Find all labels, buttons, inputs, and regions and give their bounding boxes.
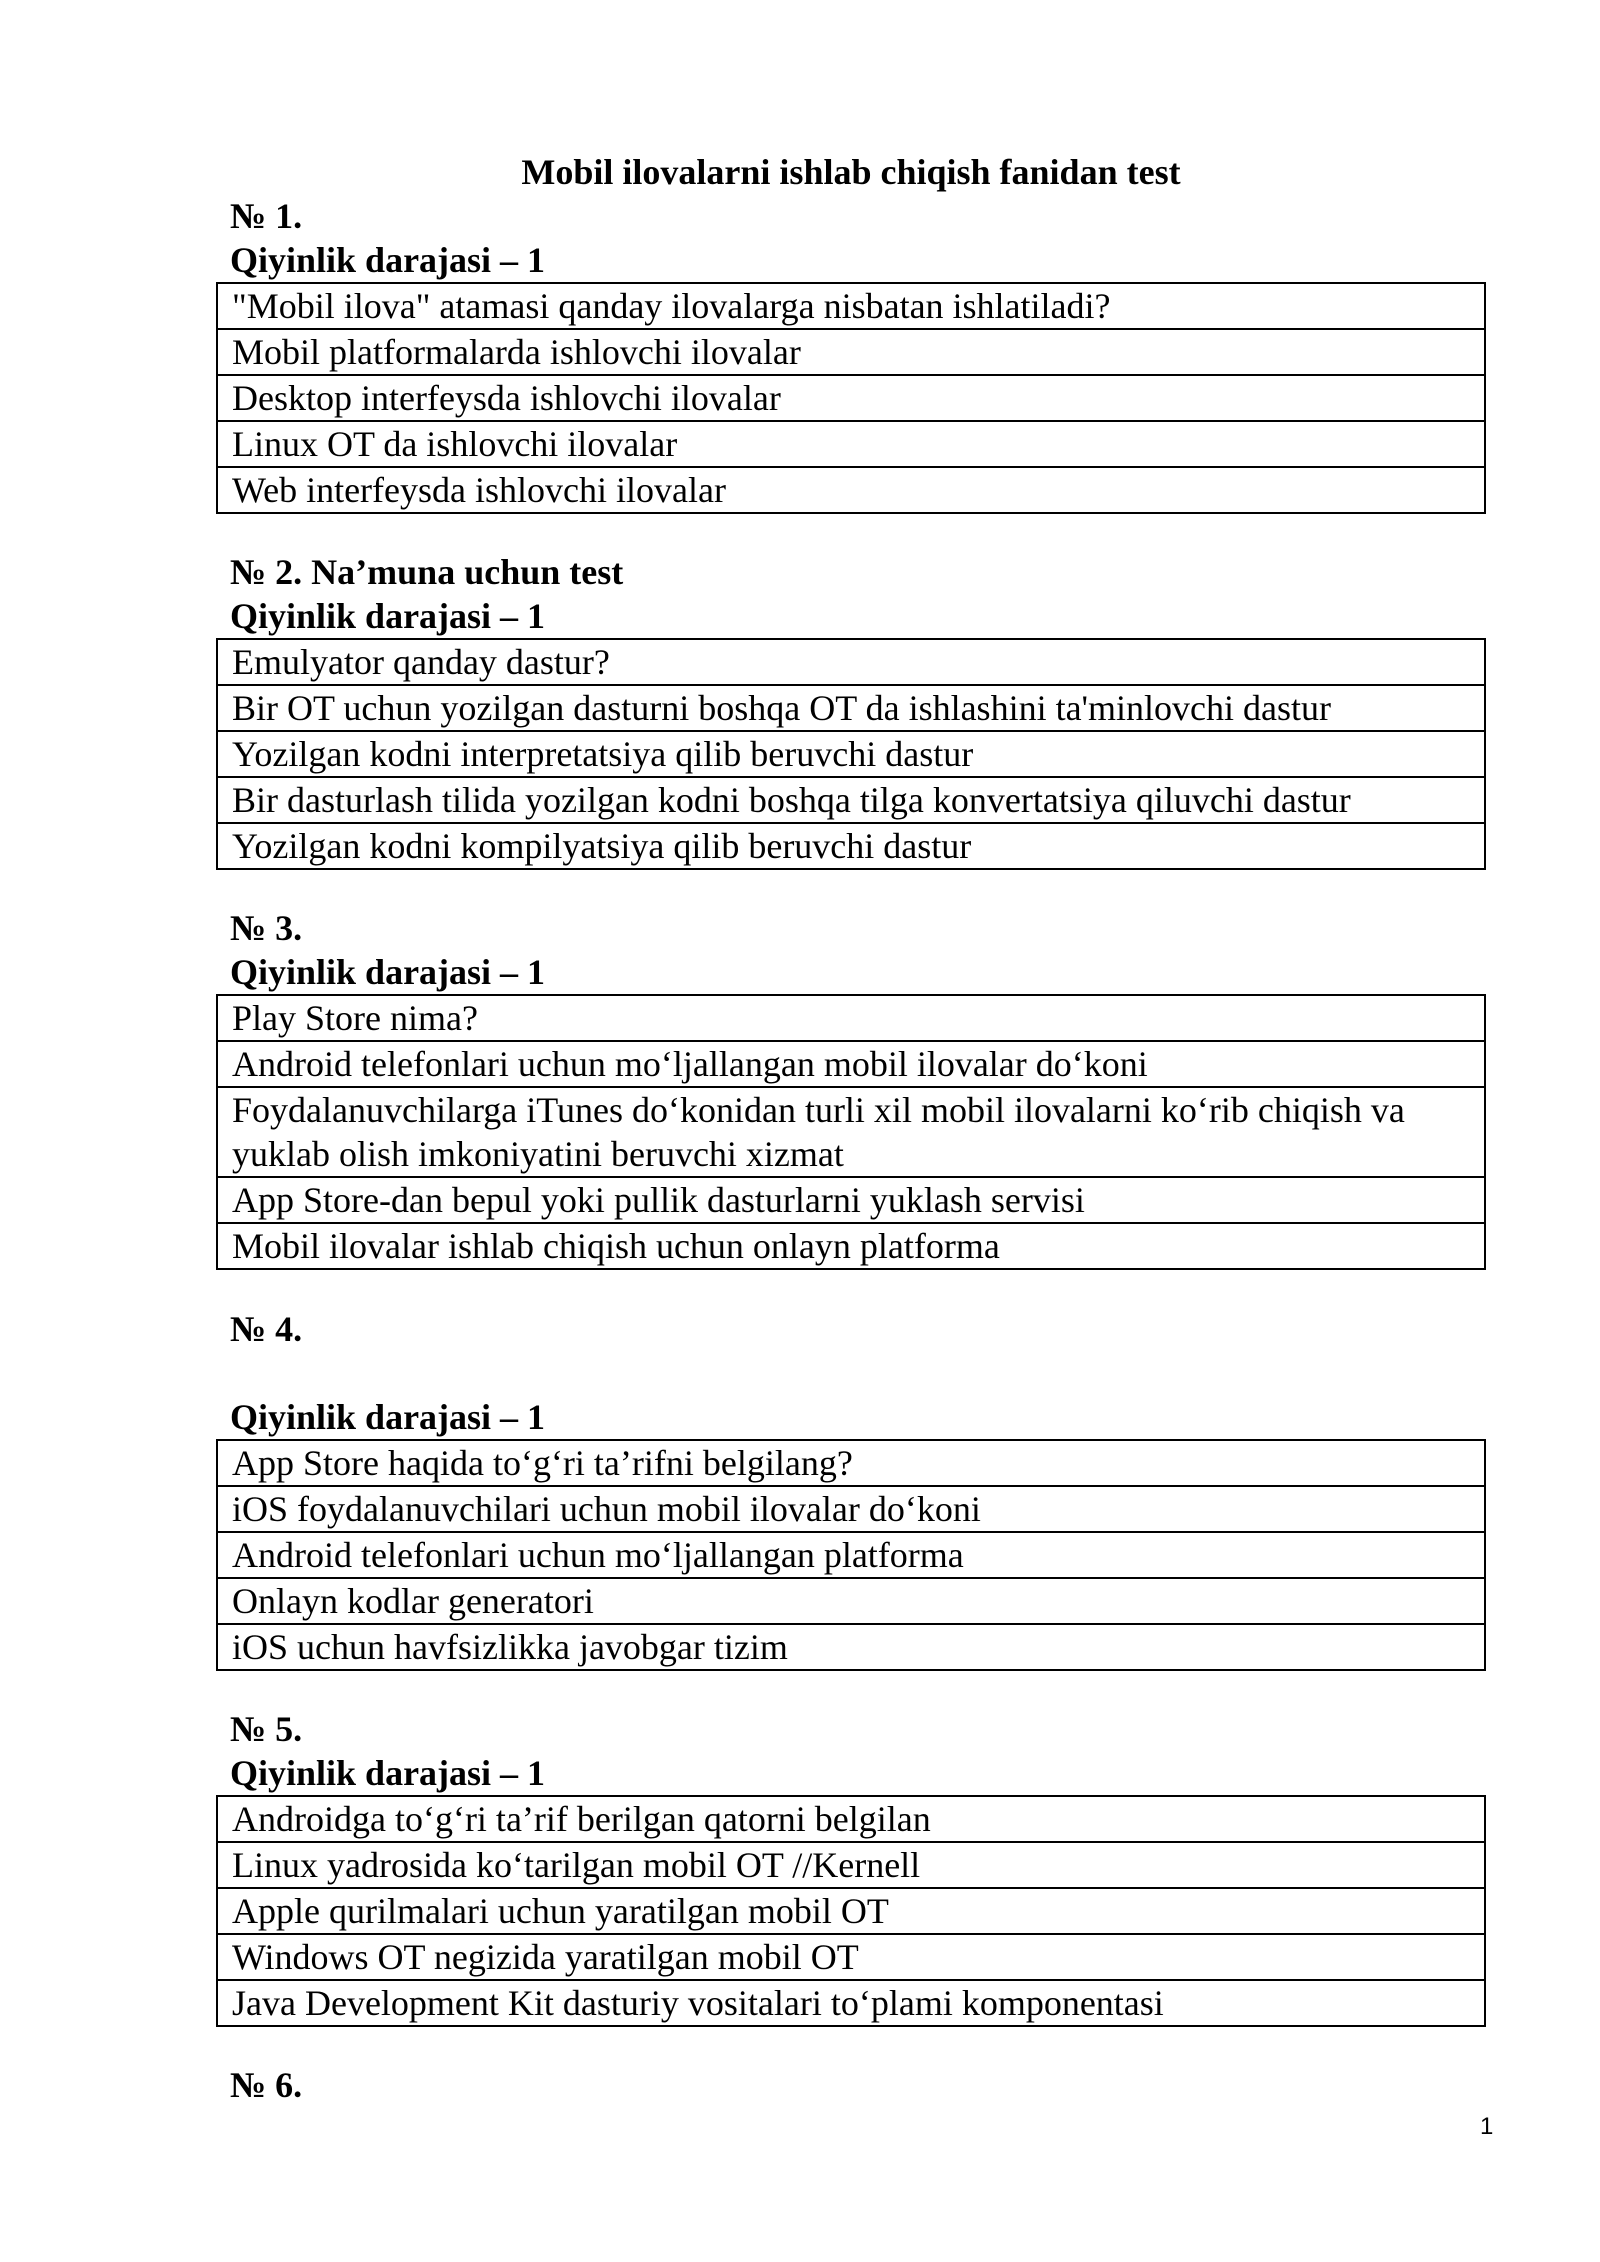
option-text: Android telefonlari uchun mo‘ljallangan platforma <box>217 1532 1485 1578</box>
option-text: Yozilgan kodni kompilyatsiya qilib beruvchi dastur <box>217 823 1485 869</box>
question-number: № 2. Na’muna uchun test <box>230 552 624 592</box>
option-text: Linux OT da ishlovchi ilovalar <box>217 421 1485 467</box>
option-row <box>217 1578 1485 1624</box>
option-text: Android telefonlari uchun mo‘ljallangan mobil ilovalar do‘koni <box>217 1041 1485 1087</box>
question-row <box>217 995 1485 1041</box>
option-row <box>217 685 1485 731</box>
option-row <box>217 375 1485 421</box>
question-text: Androidga to‘g‘ri ta’rif berilgan qatorni belgilan <box>217 1796 1485 1842</box>
question-table <box>216 638 1486 870</box>
option-text: Mobil platformalarda ishlovchi ilovalar <box>217 329 1485 375</box>
option-row <box>217 1177 1485 1223</box>
question-table <box>216 282 1486 514</box>
option-text: Foydalanuvchilarga iTunes do‘konidan turli xil mobil ilovalarni ko‘rib chiqish va yuklab olish imkoniyatini beruvchi xizmat <box>217 1087 1485 1177</box>
difficulty-level: Qiyinlik darajasi – 1 <box>230 1753 546 1793</box>
question-text: Play Store nima? <box>217 995 1485 1041</box>
option-row <box>217 823 1485 869</box>
question-row <box>217 1440 1485 1486</box>
question-number: № 6. <box>230 2065 303 2105</box>
option-text: Bir dasturlash tilida yozilgan kodni boshqa tilga konvertatsiya qiluvchi dastur <box>217 777 1485 823</box>
question-table <box>216 1439 1486 1671</box>
option-row <box>217 421 1485 467</box>
question-block-3 <box>216 906 1486 1270</box>
difficulty-level: Qiyinlik darajasi – 1 <box>230 596 546 636</box>
option-row <box>217 1041 1485 1087</box>
option-row <box>217 1486 1485 1532</box>
option-row <box>217 1624 1485 1670</box>
question-table <box>216 1795 1486 2027</box>
option-text: Desktop interfeysda ishlovchi ilovalar <box>217 375 1485 421</box>
question-text: Emulyator qanday dastur? <box>217 639 1485 685</box>
option-row <box>217 777 1485 823</box>
option-row <box>217 1223 1485 1269</box>
option-row <box>217 1842 1485 1888</box>
option-text: Windows OT negizida yaratilgan mobil OT <box>217 1934 1485 1980</box>
question-number: № 1. <box>230 196 303 236</box>
option-row <box>217 1532 1485 1578</box>
difficulty-level: Qiyinlik darajasi – 1 <box>230 240 546 280</box>
option-text: iOS foydalanuvchilari uchun mobil ilovalar do‘koni <box>217 1486 1485 1532</box>
question-row <box>217 1796 1485 1842</box>
option-text: Java Development Kit dasturiy vositalari to‘plami komponentasi <box>217 1980 1485 2026</box>
question-block-4 <box>216 1307 1486 1671</box>
question-number: № 3. <box>230 908 303 948</box>
question-row <box>217 283 1485 329</box>
option-text: iOS uchun havfsizlikka javobgar tizim <box>217 1624 1485 1670</box>
document-title: Mobil ilovalarni ishlab chiqish fanidan test <box>521 152 1181 192</box>
option-text: Web interfeysda ishlovchi ilovalar <box>217 467 1485 513</box>
page-number: 1 <box>1480 2113 1494 2140</box>
blank-line <box>216 1351 1486 1395</box>
question-row <box>217 639 1485 685</box>
option-row <box>217 1888 1485 1934</box>
option-text: Linux yadrosida ko‘tarilgan mobil OT //Kernell <box>217 1842 1485 1888</box>
option-text: Yozilgan kodni interpretatsiya qilib beruvchi dastur <box>217 731 1485 777</box>
difficulty-level: Qiyinlik darajasi – 1 <box>230 952 546 992</box>
option-text: Mobil ilovalar ishlab chiqish uchun onlayn platforma <box>217 1223 1485 1269</box>
option-row <box>217 467 1485 513</box>
question-table <box>216 994 1486 1270</box>
question-block-1 <box>216 194 1486 514</box>
option-row <box>217 1087 1485 1177</box>
question-block-5 <box>216 1707 1486 2027</box>
option-text: Onlayn kodlar generatori <box>217 1578 1485 1624</box>
question-block-2 <box>216 550 1486 870</box>
question-text: "Mobil ilova" atamasi qanday ilovalarga nisbatan ishlatiladi? <box>217 283 1485 329</box>
option-text: App Store-dan bepul yoki pullik dasturlarni yuklash servisi <box>217 1177 1485 1223</box>
option-row <box>217 329 1485 375</box>
question-block-6 <box>216 2063 1486 2107</box>
question-number: № 5. <box>230 1709 303 1749</box>
option-row <box>217 1980 1485 2026</box>
option-text: Bir OT uchun yozilgan dasturni boshqa OT da ishlashini ta'minlovchi dastur <box>217 685 1485 731</box>
option-row <box>217 731 1485 777</box>
question-text: App Store haqida to‘g‘ri ta’rifni belgilang? <box>217 1440 1485 1486</box>
option-row <box>217 1934 1485 1980</box>
option-text: Apple qurilmalari uchun yaratilgan mobil OT <box>217 1888 1485 1934</box>
question-number: № 4. <box>230 1309 303 1349</box>
difficulty-level: Qiyinlik darajasi – 1 <box>230 1397 546 1437</box>
